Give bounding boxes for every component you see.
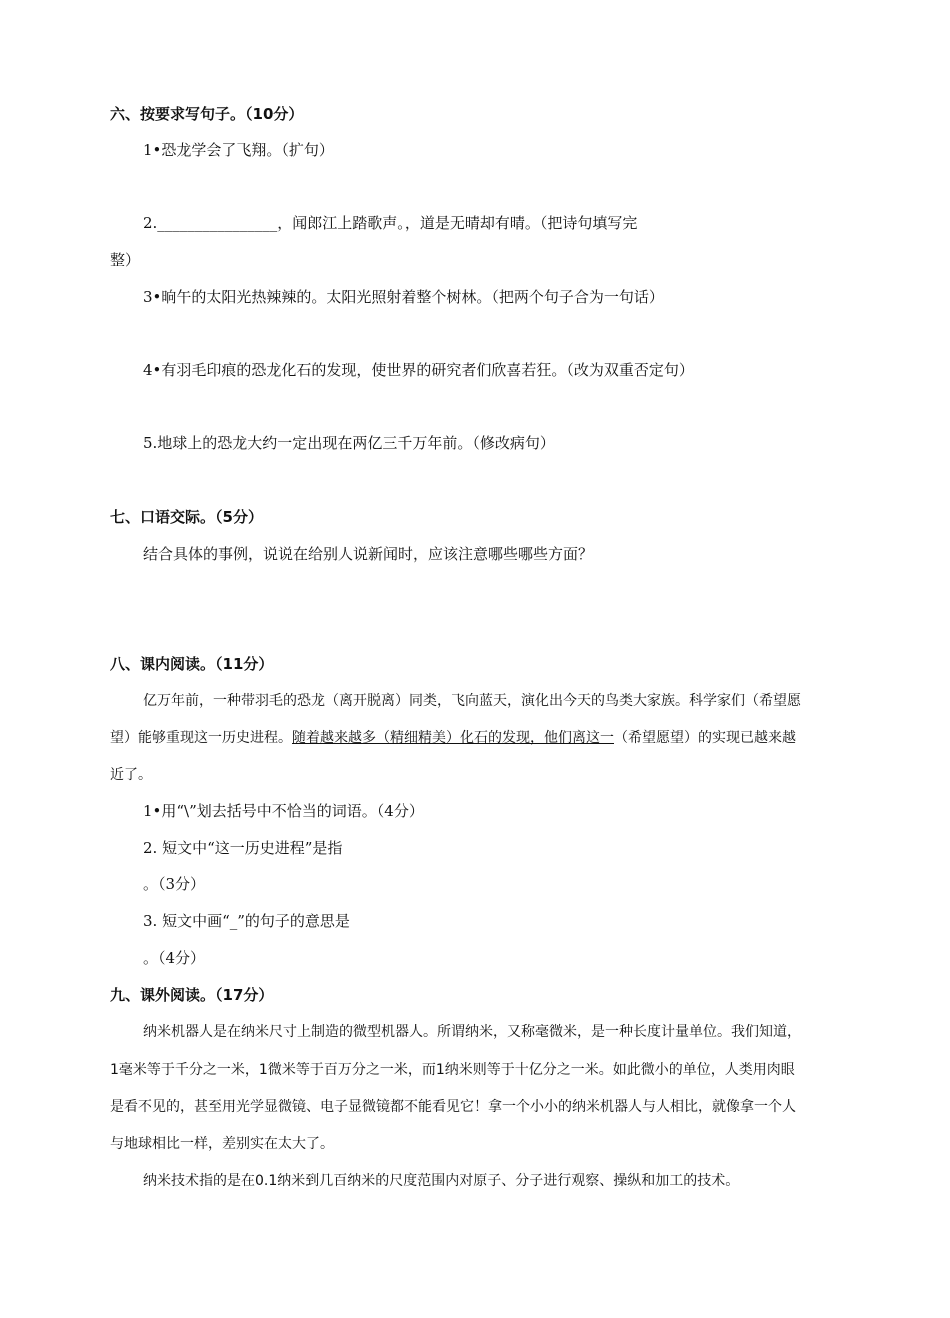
- s6-question-1: 1•恐龙学会了飞翔。（扩句）: [143, 141, 334, 159]
- section-7-heading: 七、口语交际。（5分）: [110, 508, 263, 526]
- s6-question-2-continuation: 整）: [110, 251, 141, 269]
- s9-passage-line-4: 与地球相比一样，差别实在太大了。: [110, 1136, 334, 1152]
- s6-question-3: 3•晌午的太阳光热辣辣的。太阳光照射着整个树林。（把两个句子合为一句话）: [143, 288, 664, 306]
- s8-question-2-points: 。（3分）: [143, 875, 206, 893]
- s9-passage-line-1: 纳米机器人是在纳米尺寸上制造的微型机器人。所谓纳米，又称毫微米，是一种长度计量单位。我们知道，: [143, 1024, 801, 1040]
- section-6-heading: 六、按要求写句子。（10分）: [110, 105, 304, 123]
- s8-passage-text: 望）能够重现这一历史进程。: [110, 730, 292, 746]
- s8-question-2: 2. 短文中“这一历史进程”是指: [143, 839, 343, 857]
- s8-question-1: 1•用“\”划去括号中不恰当的词语。（4分）: [143, 802, 424, 820]
- s8-passage-line-3: 近了。: [110, 767, 152, 783]
- s9-passage-line-2: 1毫米等于千分之一米，1微米等于百万分之一米，而1纳米则等于十亿分之一米。如此微小的单位，人类用肉眼: [110, 1062, 795, 1078]
- s7-prompt: 结合具体的事例，说说在给别人说新闻时，应该注意哪些哪些方面？: [143, 545, 594, 563]
- section-8-heading: 八、课内阅读。（11分）: [110, 655, 274, 673]
- s6-question-5: 5.地球上的恐龙大约一定出现在两亿三千万年前。（修改病句）: [143, 434, 555, 452]
- s6-question-4: 4•有羽毛印痕的恐龙化石的发现，使世界的研究者们欣喜若狂。（改为双重否定句）: [143, 361, 694, 379]
- s9-passage-line-3: 是看不见的，甚至用光学显微镜、电子显微镜都不能看见它！拿一个小小的纳米机器人与人相比，就像拿一个人: [110, 1099, 796, 1115]
- s8-passage-line-2: [110, 728, 796, 748]
- s8-passage-line-1: 亿万年前，一种带羽毛的恐龙（离开脱离）同类，飞向蓝天，演化出今天的鸟类大家族。科学家们（希望愿: [143, 693, 801, 709]
- s8-question-3: 3. 短文中画“_”的句子的意思是: [143, 912, 350, 930]
- s8-underlined-sentence: 随着越来越多（精细精美）化石的发现，他们离这一: [292, 730, 614, 746]
- s9-passage-line-5: 纳米技术指的是在0.1纳米到几百纳米的尺度范围内对原子、分子进行观察、操纵和加工的技术。: [143, 1173, 740, 1189]
- s8-passage-text-end: （希望愿望）的实现已越来越: [614, 730, 796, 746]
- section-9-heading: 九、课外阅读。（17分）: [110, 986, 274, 1004]
- s8-question-3-points: 。（4分）: [143, 949, 206, 967]
- s6-question-2: 2.________________，闻郎江上踏歌声。，道是无晴却有晴。（把诗句填写完: [143, 214, 638, 232]
